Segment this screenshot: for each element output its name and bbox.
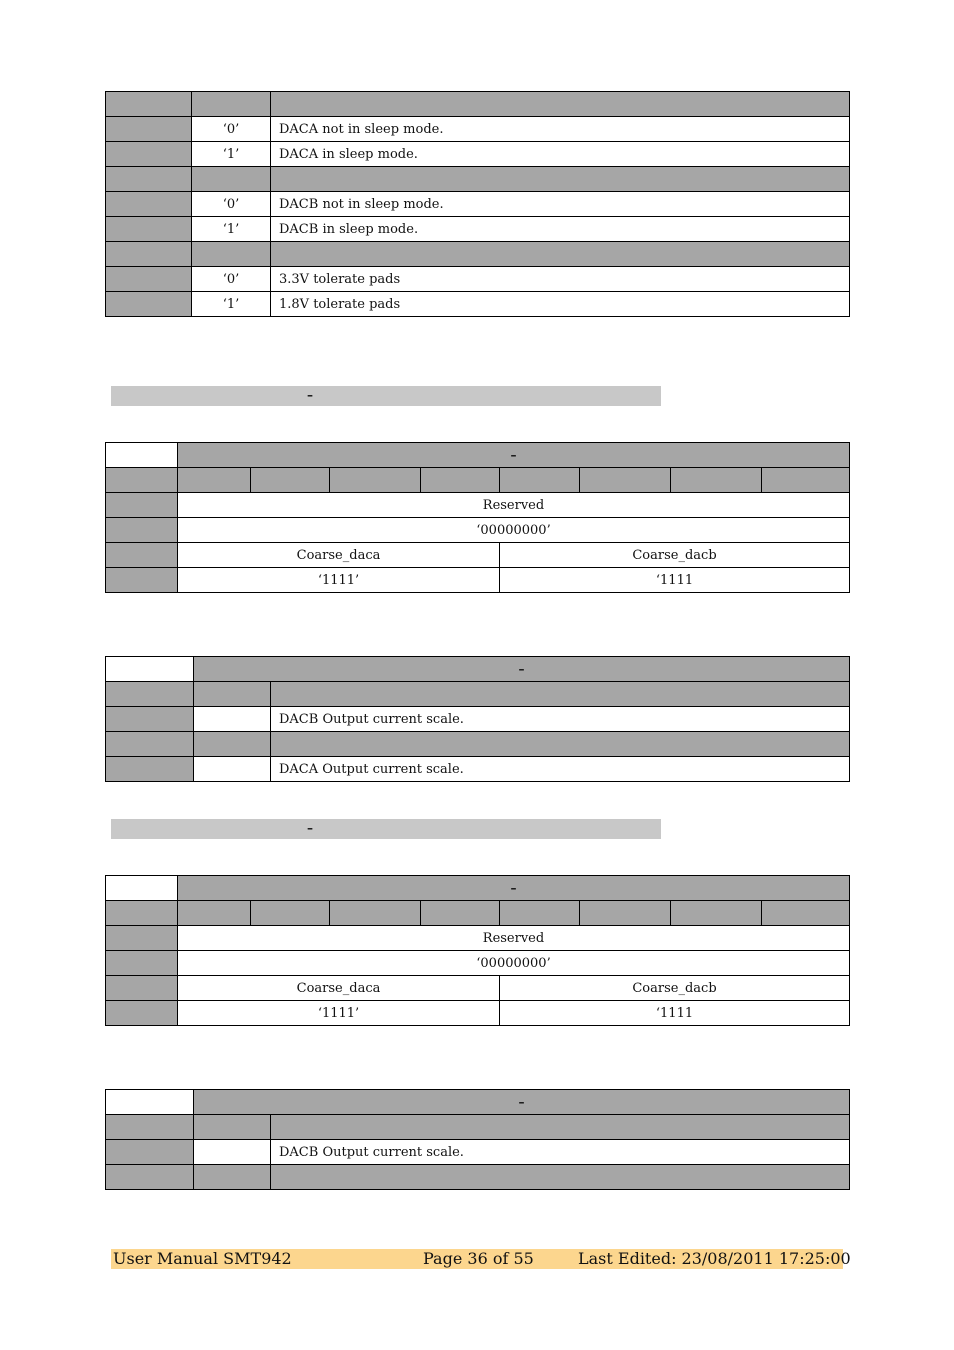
coarse-dacb-default: ‘1111 bbox=[500, 568, 850, 593]
description-title: – bbox=[194, 657, 850, 682]
bit-description: 1.8V tolerate pads bbox=[271, 292, 850, 317]
register-description-table-2 bbox=[105, 1089, 850, 1190]
bit-value bbox=[192, 167, 271, 192]
register-description-table-1 bbox=[105, 656, 850, 782]
bit-value: ‘0’ bbox=[192, 192, 271, 217]
description-title: – bbox=[194, 1090, 850, 1115]
section-heading-bar-1 bbox=[111, 386, 661, 406]
page-footer bbox=[111, 1249, 851, 1269]
coarse-daca-default: ‘1111’ bbox=[178, 1001, 500, 1026]
bit-description: 3.3V tolerate pads bbox=[271, 267, 850, 292]
bit-description bbox=[271, 242, 850, 267]
reserved-default: ‘00000000’ bbox=[178, 518, 850, 543]
bit-value: ‘0’ bbox=[192, 267, 271, 292]
table-row bbox=[106, 292, 850, 317]
dacb-description: DACB Output current scale. bbox=[271, 707, 850, 732]
table-row bbox=[106, 192, 850, 217]
bit-description bbox=[271, 167, 850, 192]
footer-last-edited: Last Edited: 23/08/2011 17:25:00 bbox=[578, 1249, 851, 1268]
bit-value: ‘1’ bbox=[192, 142, 271, 167]
register-map-table-2 bbox=[105, 875, 850, 1026]
table-row bbox=[106, 142, 850, 167]
bit-value bbox=[192, 92, 271, 117]
bit-value bbox=[192, 242, 271, 267]
section-heading-bar-2 bbox=[111, 819, 661, 839]
section-heading-dash: – bbox=[307, 388, 313, 402]
bit-value: ‘0’ bbox=[192, 117, 271, 142]
bit-description: DACA in sleep mode. bbox=[271, 142, 850, 167]
table-row bbox=[106, 117, 850, 142]
table-row bbox=[106, 217, 850, 242]
register-address-cell bbox=[106, 876, 178, 901]
daca-description: DACA Output current scale. bbox=[271, 757, 850, 782]
bit-description bbox=[271, 92, 850, 117]
bit-description: DACB in sleep mode. bbox=[271, 217, 850, 242]
bit-description: DACB not in sleep mode. bbox=[271, 192, 850, 217]
table-row bbox=[106, 267, 850, 292]
reserved-field: Reserved bbox=[178, 926, 850, 951]
section-heading-dash: – bbox=[307, 821, 313, 835]
register-title: – bbox=[178, 876, 850, 901]
table-row bbox=[106, 92, 850, 117]
footer-page-number: Page 36 of 55 bbox=[423, 1249, 534, 1268]
table-row bbox=[106, 242, 850, 267]
bit-value: ‘1’ bbox=[192, 217, 271, 242]
bit-description: DACA not in sleep mode. bbox=[271, 117, 850, 142]
coarse-dacb-default: ‘1111 bbox=[500, 1001, 850, 1026]
footer-manual-title: User Manual SMT942 bbox=[113, 1249, 292, 1268]
coarse-daca-default: ‘1111’ bbox=[178, 568, 500, 593]
register-title: – bbox=[178, 443, 850, 468]
reserved-field: Reserved bbox=[178, 493, 850, 518]
bit-value: ‘1’ bbox=[192, 292, 271, 317]
sleep-mode-table bbox=[105, 91, 850, 317]
dacb-description: DACB Output current scale. bbox=[271, 1140, 850, 1165]
register-map-table-1 bbox=[105, 442, 850, 593]
reserved-default: ‘00000000’ bbox=[178, 951, 850, 976]
register-address-cell bbox=[106, 443, 178, 468]
table-row bbox=[106, 167, 850, 192]
coarse-dacb-field: Coarse_dacb bbox=[500, 543, 850, 568]
coarse-daca-field: Coarse_daca bbox=[178, 543, 500, 568]
coarse-dacb-field: Coarse_dacb bbox=[500, 976, 850, 1001]
coarse-daca-field: Coarse_daca bbox=[178, 976, 500, 1001]
